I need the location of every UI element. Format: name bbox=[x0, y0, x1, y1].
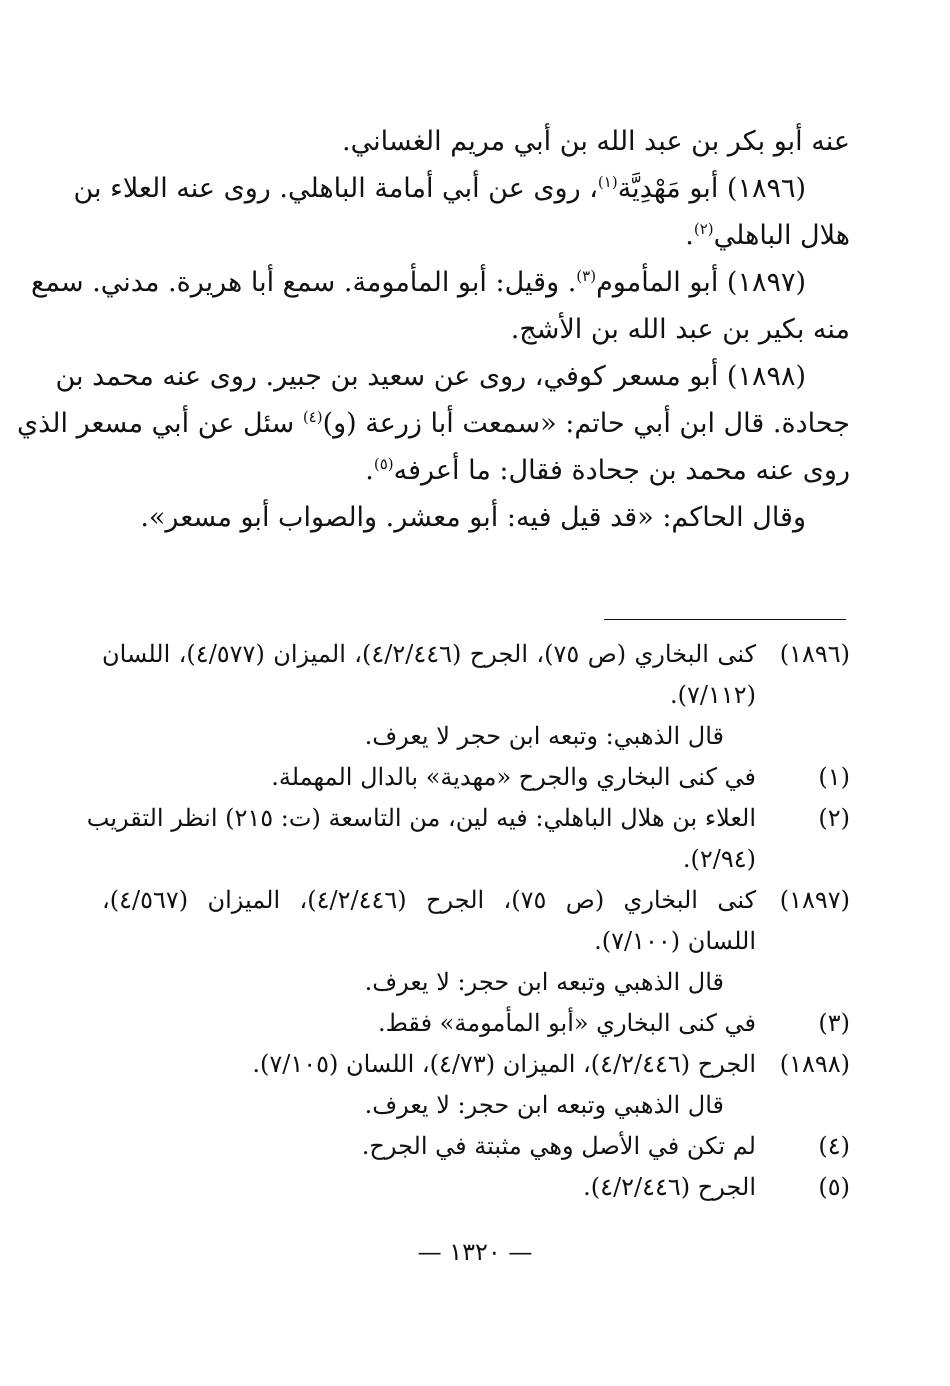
footnote-text: لم تكن في الأصل وهي مثبتة في الجرح. bbox=[361, 1132, 756, 1160]
text-line-3 bbox=[102, 212, 850, 259]
footnote-ref-1[interactable]: (١) bbox=[597, 173, 618, 191]
footnote-ref-2[interactable]: (٢) bbox=[693, 220, 714, 238]
entry-1896 bbox=[73, 165, 850, 212]
footnote-text: (٧/١١٢). bbox=[669, 681, 756, 709]
footnote-text: كنى البخاري (ص ٧٥)، الجرح (٤/٢/٤٤٦)، الميزان (٤/٥٦٧)، bbox=[102, 886, 756, 914]
footnote-number-spacer bbox=[756, 675, 850, 716]
footnote-1898 bbox=[102, 1044, 850, 1085]
footnote-2-cont bbox=[102, 839, 850, 880]
footnote-5 bbox=[102, 1167, 850, 1208]
footnote-number: (١) bbox=[818, 763, 850, 791]
entry-1897 bbox=[30, 259, 850, 306]
text-span: جحادة. قال ابن أبي حاتم: «سمعت أبا زرعة (و) bbox=[322, 408, 850, 439]
text-line-7 bbox=[16, 400, 850, 447]
footnote-3 bbox=[102, 1003, 850, 1044]
footnote-number: (٣) bbox=[818, 1009, 850, 1037]
text-span: . bbox=[685, 220, 694, 251]
footnote-text: اللسان (٧/١٠٠). bbox=[594, 927, 756, 955]
text-span: . bbox=[365, 455, 374, 486]
entry-1898 bbox=[55, 353, 850, 400]
footnote-text: الجرح (٤/٢/٤٤٦)، الميزان (٤/٧٣)، اللسان (٧/١٠٥). bbox=[252, 1050, 756, 1078]
text-span: منه بكير بن عبد الله بن الأشج. bbox=[510, 314, 850, 345]
footnote-1 bbox=[102, 757, 850, 798]
text-span: ، روى عن أبي أمامة الباهلي. روى عنه العلاء بن bbox=[73, 173, 598, 204]
footnote-number: (٥) bbox=[818, 1173, 850, 1201]
text-span: (١٨٩٧) أبو المأموم bbox=[596, 267, 806, 298]
footnote-number-spacer bbox=[756, 921, 850, 962]
footnote-ref-5[interactable]: (٥) bbox=[373, 455, 394, 473]
footnote-ref-3[interactable]: (٣) bbox=[576, 267, 597, 285]
page-number: — ١٣٢٠ — bbox=[417, 1238, 533, 1266]
footnote-text: في كنى البخاري والجرح «مهدية» بالدال المهملة. bbox=[271, 763, 756, 791]
text-span: (١٨٩٦) أبو مَهْدِيَّة bbox=[617, 173, 806, 204]
text-line-1 bbox=[102, 118, 850, 165]
text-line-5 bbox=[102, 306, 850, 353]
footnote-number: (٤) bbox=[818, 1132, 850, 1160]
footnote-note: قال الذهبي وتبعه ابن حجر: لا يعرف. bbox=[364, 968, 724, 996]
text-span: هلال الباهلي bbox=[713, 220, 850, 251]
text-line-9 bbox=[102, 494, 850, 541]
text-line-8 bbox=[102, 447, 850, 494]
footnote-number: (١٨٩٦) bbox=[779, 640, 850, 668]
footnote-1897 bbox=[102, 880, 850, 921]
text-span: سئل عن أبي مسعر الذي bbox=[16, 408, 303, 439]
footnote-text: العلاء بن هلال الباهلي: فيه لين، من التاسعة (ت: ٢١٥) انظر التقريب bbox=[86, 804, 756, 832]
footnote-2 bbox=[86, 798, 850, 839]
text-span: وقال الحاكم: «قد قيل فيه: أبو معشر. والصواب أبو مسعر». bbox=[140, 502, 806, 533]
text-span: (١٨٩٨) أبو مسعر كوفي، روى عن سعيد بن جبير. روى عنه محمد بن bbox=[55, 361, 806, 392]
main-text bbox=[16, 118, 850, 541]
footnote-number-spacer bbox=[756, 839, 850, 880]
footnote-text: الجرح (٤/٢/٤٤٦). bbox=[583, 1173, 756, 1201]
text-span: روى عنه محمد بن جحادة فقال: ما أعرفه bbox=[393, 455, 850, 486]
footnote-1896-cont bbox=[102, 675, 850, 716]
footnote-4 bbox=[102, 1126, 850, 1167]
footnote-note: قال الذهبي: وتبعه ابن حجر لا يعرف. bbox=[364, 722, 724, 750]
footnote-divider bbox=[604, 619, 846, 620]
footnote-number: (١٨٩٨) bbox=[779, 1050, 850, 1078]
footnote-1896 bbox=[102, 634, 850, 675]
text-span: . وقيل: أبو المأمومة. سمع أبا هريرة. مدني. سمع bbox=[30, 267, 577, 298]
footnote-text: كنى البخاري (ص ٧٥)، الجرح (٤/٢/٤٤٦)، الميزان (٤/٥٧٧)، اللسان bbox=[102, 640, 757, 668]
footnote-note: قال الذهبي وتبعه ابن حجر: لا يعرف. bbox=[364, 1091, 724, 1119]
footnote-1897-cont bbox=[102, 921, 850, 962]
footnote-number: (١٨٩٧) bbox=[779, 886, 850, 914]
footnote-number: (٢) bbox=[818, 804, 850, 832]
text-span: عنه أبو بكر بن عبد الله بن أبي مريم الغساني. bbox=[341, 126, 850, 157]
footnote-text: في كنى البخاري «أبو المأمومة» فقط. bbox=[378, 1009, 756, 1037]
footnote-text: (٢/٩٤). bbox=[682, 845, 756, 873]
footnotes bbox=[86, 634, 850, 1208]
footnote-ref-4[interactable]: (٤) bbox=[302, 408, 323, 426]
